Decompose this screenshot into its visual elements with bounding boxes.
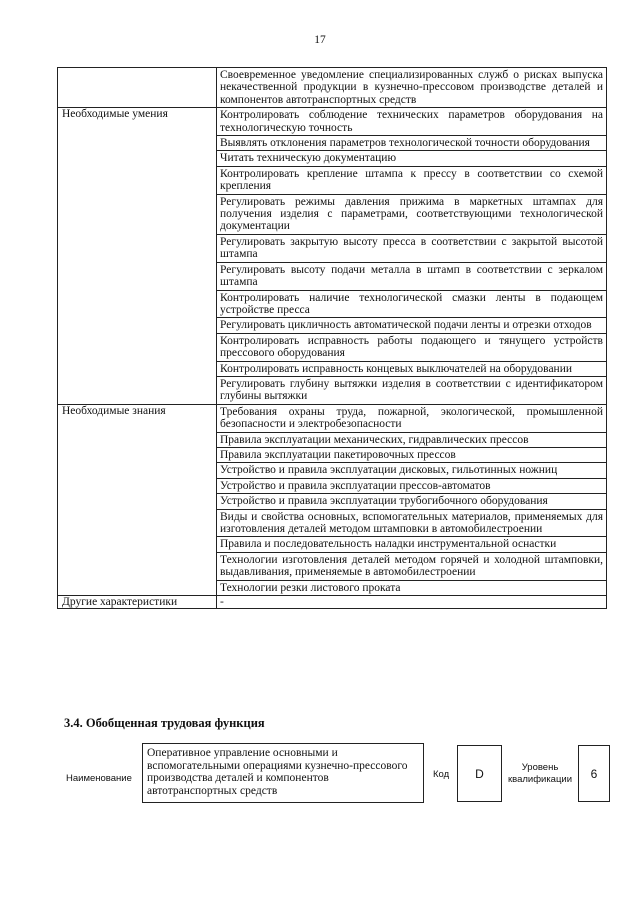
list-item: Устройство и правила эксплуатации трубогибочного оборудования	[217, 494, 606, 509]
table-row	[217, 463, 606, 478]
table-row	[58, 68, 607, 108]
list-item: Требования охраны труда, пожарной, экологической, промышленной безопасности и электробезопасности	[217, 405, 606, 432]
list-item: Контролировать крепление штампа к прессу в соответствии со схемой крепления	[217, 166, 606, 194]
list-item: Своевременное уведомление специализированных служб о рисках выпуска некачественной продукции в кузнечно-прессовом производстве деталей и компонентов автотранспортных средств	[220, 69, 603, 106]
list-item: Регулировать режимы давления прижима в маркетных штампах для получения изделия с параметрами, соответствующими технологической документации	[217, 194, 606, 234]
list-item: Виды и свойства основных, вспомогательных материалов, применяемых для изготовления деталей методом штамповки в автомобилестроении	[217, 509, 606, 537]
list-item: Правила и последовательность наладки инструментальной оснастки	[217, 537, 606, 552]
skills-label: Необходимые умения	[58, 108, 217, 405]
code-label: Код	[433, 769, 450, 780]
name-label: Наименование	[66, 773, 132, 784]
other-value: -	[217, 596, 607, 609]
table-row	[58, 404, 607, 595]
table-row	[217, 432, 606, 447]
table-row	[58, 108, 607, 405]
list-item: Выявлять отклонения параметров технологической точности оборудования	[217, 136, 606, 151]
table-row	[217, 405, 606, 432]
table-row	[217, 68, 606, 107]
table-row	[217, 166, 606, 194]
empty-label-cell	[58, 68, 217, 108]
list-item: Правила эксплуатации пакетировочных прессов	[217, 447, 606, 462]
list-item: Контролировать исправность концевых выключателей на оборудовании	[217, 361, 606, 376]
list-item: Устройство и правила эксплуатации прессов-автоматов	[217, 478, 606, 493]
table-row	[217, 494, 606, 509]
list-item: Регулировать глубину вытяжки изделия в соответствии с идентификатором глубины вытяжки	[220, 377, 603, 403]
table-row	[217, 537, 606, 552]
knowledge-cell	[217, 404, 607, 595]
list-item: Технологии изготовления деталей методом горячей и холодной штамповки, выдавливания, применяемые в автомобилестроении	[217, 552, 606, 580]
table-row	[58, 596, 607, 609]
skills-cell	[217, 108, 607, 405]
table-row	[217, 509, 606, 537]
list-item: Устройство и правила эксплуатации дисковых, гильотинных ножниц	[217, 463, 606, 478]
code-value: D	[457, 745, 502, 802]
list-item: Регулировать закрытую высоту пресса в соответствии с закрытой высотой штампа	[217, 234, 606, 262]
table-row	[217, 361, 606, 376]
list-item: Контролировать наличие технологической смазки ленты в подающем устройстве пресса	[217, 290, 606, 318]
table-row	[217, 234, 606, 262]
table-row	[217, 318, 606, 333]
table-row	[217, 262, 606, 290]
level-value: 6	[578, 745, 610, 802]
table-row	[217, 552, 606, 580]
table-row	[217, 580, 606, 595]
knowledge-label: Необходимые знания	[58, 404, 217, 595]
list-item: Читать техническую документацию	[217, 151, 606, 166]
list-item: Правила эксплуатации механических, гидравлических прессов	[217, 432, 606, 447]
list-item: Контролировать соблюдение технических параметров оборудования на технологическую точность	[217, 108, 606, 135]
section-title: 3.4. Обобщенная трудовая функция	[64, 716, 265, 730]
top-items-cell	[217, 68, 607, 108]
other-label: Другие характеристики	[58, 596, 217, 609]
table-row	[217, 151, 606, 166]
table-row	[217, 376, 606, 403]
table-row	[217, 447, 606, 462]
table-row	[217, 478, 606, 493]
characteristics-table	[57, 67, 607, 609]
list-item: Контролировать исправность работы подающего и тянущего устройств прессового оборудования	[217, 333, 606, 361]
level-label: Уровень квалификации	[507, 762, 573, 785]
table-row	[217, 136, 606, 151]
function-name: Оперативное управление основными и вспомогательными операциями кузнечно-прессового производства деталей и компонентов автотранспортных средств	[142, 743, 424, 803]
list-item: Технологии резки листового проката	[220, 581, 401, 594]
list-item: Регулировать высоту подачи металла в штамп в соответствии с зеркалом штампа	[217, 262, 606, 290]
table-row	[217, 290, 606, 318]
page-number: 17	[314, 34, 326, 46]
table-row	[217, 333, 606, 361]
list-item: Регулировать цикличность автоматической подачи ленты и отрезки отходов	[217, 318, 606, 333]
table-row	[217, 108, 606, 135]
table-row	[217, 194, 606, 234]
